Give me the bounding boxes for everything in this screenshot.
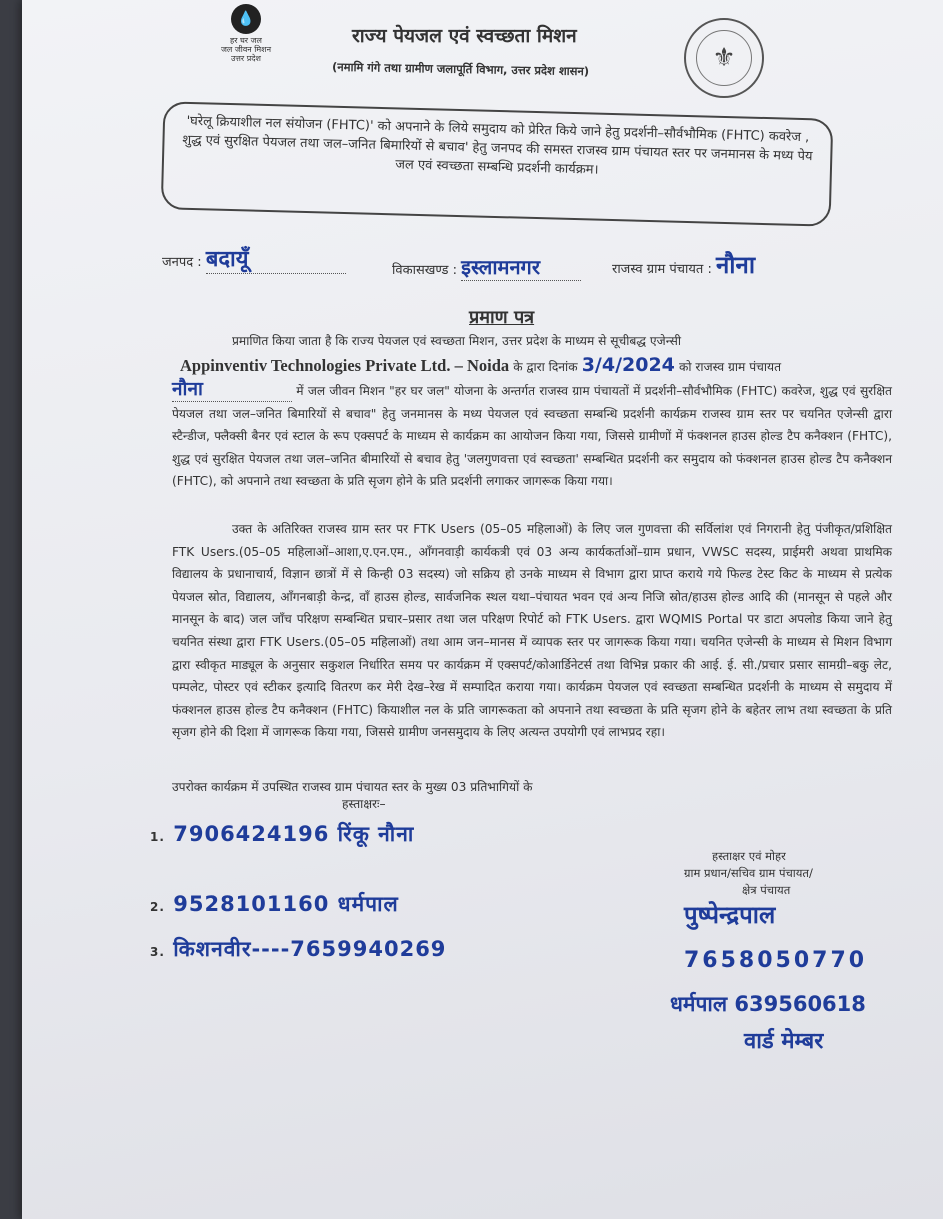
har-ghar-jal-logo bbox=[210, 4, 282, 63]
participant-signature: 9528101160 धर्मपाल bbox=[173, 892, 399, 916]
village-value: नौना bbox=[172, 378, 292, 402]
para1-body bbox=[172, 378, 892, 493]
field-gram-panchayat bbox=[612, 248, 755, 281]
extra-note-2: वार्ड मेम्बर bbox=[744, 1029, 824, 1054]
vikaskhand-label: विकासखण्ड : bbox=[392, 263, 458, 278]
date-label: के द्वारा दिनांक bbox=[513, 360, 578, 374]
vikaskhand-value: इस्लामनगर bbox=[461, 253, 581, 281]
department-subtitle: (नमामि गंगे तथा ग्रामीण जलापूर्ति विभाग, उत्तर प्रदेश शासन) bbox=[331, 59, 590, 79]
signatory-phone: 7658050770 bbox=[684, 948, 868, 973]
para1-rest: में जल जीवन मिशन "हर घर जल" योजना के अन्तर्गत राजस्व ग्राम पंचायतों में प्रदर्शनी–सौर्वभौमिक (FHTC) कवरेज, शुद्ध एवं सुरक्षित पेयजल तथा जल–जनित बिमारियों से बचाव" हेतु जनमानस के मध्य पेयजल एवं स्वच्छता सम्बन्धि प्रदर्शनी कार्यक्रम राजस्व ग्राम स्तर पर चयनित एजेन्सी द्वारा स्टैन्डीज, फ्लैक्सी बैनर एवं स्टाल के रूप एक्सपर्ट के माध्यम से कार्यक्रम का आयोजन किया गया, जिससे ग्रामीणों में फंक्शनल हाउस होल्ड टैप कनैक्शन (FHTC), शुद्ध एवं सुरक्षित पेयजल तथा जल–जनित बीमारियों से बचाव हेतु 'जलगुणवत्ता एवं स्वच्छता' सम्बन्धित प्रदर्शनी कर समुदाय को फंक्शनल हाउस होल्ड टैप कनैक्शन (FHTC), को अपनाने तथा स्वच्छता के प्रति सृजग होने के प्रति प्रदर्शनी लगाकर जागरूक किया गया। bbox=[172, 384, 893, 489]
participant-3 bbox=[150, 935, 446, 963]
para2: उक्त के अतिरिक्त राजस्व ग्राम स्तर पर FTK Users (05–05 महिलाओं) के लिए जल गुणवत्ता की सर्विलांश एवं निगरानी हेतु पंजीकृत/प्रशिक्षित FTK Users.(05–05 महिलाओं–आशा,ए.एन.एम., आँगनवाड़ी कार्यकत्री एवं 03 अन्य कार्यकर्ताओं–ग्राम प्रधान, VWSC सदस्य, प्राईमरी अथवा प्राथमिक विद्यालय के प्रधानाचार्य, विज्ञान छात्रों में से किन्ही 03 सदस्य) जो सक्रिय हो उनके माध्यम से विभाग द्वारा प्राप्त कराये गये फिल्ड टेस्ट किट के माध्यम से प्रत्येक पेयजल स्रोत, विद्यालय, आँगनबाड़ी केन्द्र, वाँ हाउस होल्ड, सार्वजनिक स्थल यथा–पंचायत भवन एवं अन्य निजि स्रोत/हाउस होल्ड आदि की (मानसून से पहले और मानसून के बाद) जल जाँच परिक्षण सम्बन्धित प्रचार–प्रसार तथा जल परिक्षण रिपोर्ट को FTK Users. द्वारा WQMIS Portal पर डाटा अपलोड किया जाने हेतु चयनित संस्था द्वारा FTK Users.(05–05 महिलाओं) तथा आम जन–मानस में व्यापक स्तर पर जागरूक किया गया। चयनित एजेन्सी के माध्यम से मिशन विभाग द्वारा स्वीकृत माड्यूल के अनुसार सकुशल निर्धारित समय पर कार्यक्रम में एक्सपर्ट/कोआर्डिनेटर्स तथा विभिन्न प्रकार की आई. ई. सी./प्रचार प्रसार सामग्री–बकु लेट, पम्पलेट, पोस्टर एवं स्टीकर इत्यादि वितरण कर मेरी देख–रेख में सम्पादित कराया गया। कार्यक्रम पेयजल एवं स्वच्छता सम्बन्धित प्रदर्शनी के माध्यम से समुदाय में फंक्शनल हाउस होल्ड टैप कनैक्शन (FHTC) कियाशील नल के प्रति जागरूकता को अपनाने तथा स्वच्छता के प्रति सृजग होने के बहेतर लाभ तथा स्वच्छता के प्रति सृजग होने की दिशा में जागरूक किया गया, जिससे ग्रामीण जनसमुदाय के लिए अत्यन्त उपयोगी एवं लाभप्रद रहा। bbox=[172, 522, 892, 740]
janpad-value: बदायूँ bbox=[206, 243, 346, 274]
emblem-fish-bow-icon: ⚜ bbox=[696, 30, 752, 86]
field-janpad bbox=[162, 243, 346, 274]
participant-signature: किशनवीर----7659940269 bbox=[173, 937, 447, 961]
certificate-document bbox=[22, 0, 943, 1219]
agency-name-text: Appinventiv Technologies Private Ltd. – Noida bbox=[180, 356, 510, 375]
logo-caption: जल जीवन मिशन bbox=[220, 45, 272, 54]
mission-title: राज्य पेयजल एवं स्वच्छता मिशन bbox=[352, 25, 577, 47]
date-value: 3/4/2024 bbox=[581, 354, 675, 376]
gram-panchayat-value: नौना bbox=[715, 251, 756, 279]
signatures-label: हस्ताक्षरः– bbox=[342, 796, 386, 811]
gram-panchayat-label: राजस्व ग्राम पंचायत : bbox=[612, 262, 712, 277]
signatory-label bbox=[684, 848, 813, 899]
water-drop-icon: 💧 bbox=[231, 4, 261, 34]
para1-line1: प्रमाणित किया जाता है कि राज्य पेयजल एवं स्वच्छता मिशन, उत्तर प्रदेश के माध्यम से सूचीबद्ध एजेन्सी bbox=[232, 334, 682, 348]
signatory-label-line: हस्ताक्षर एवं मोहर bbox=[712, 849, 786, 863]
field-vikaskhand bbox=[392, 253, 581, 281]
para3 bbox=[172, 776, 892, 815]
program-title-box: 'घरेलू क्रियाशील नल संयोजन (FHTC)' को अपनाने के लिये समुदाय को प्रेरित किये जाने हेतु प्रदर्शनी–सौर्वभौमिक (FHTC) कवरेज , शुद्ध एवं सुरक्षित पेयजल तथा जल–जनित बिमारियों से बचाव' हेतु जनपद की समस्त राजस्व ग्राम पंचायत स्तर पर जनमानस के मध्य पेय जल एवं स्वच्छता सम्बन्धि प्रदर्शनी कार्यक्रम। bbox=[161, 101, 834, 227]
participant-2 bbox=[150, 890, 399, 918]
signatory-label-line: ग्राम प्रधान/सचिव ग्राम पंचायत/ bbox=[684, 866, 813, 880]
participant-number: 1. bbox=[150, 830, 165, 844]
extra-note-1: धर्मपाल 639560618 bbox=[670, 992, 866, 1016]
agency-name bbox=[180, 354, 781, 376]
participant-number: 3. bbox=[150, 945, 165, 959]
signatory-label-line: क्षेत्र पंचायत bbox=[742, 883, 791, 897]
participant-1 bbox=[150, 820, 414, 848]
janpad-label: जनपद : bbox=[162, 255, 202, 270]
logo-caption: हर घर जल bbox=[230, 36, 262, 45]
participant-signature: 7906424196 रिंकू नौना bbox=[173, 822, 415, 846]
signatory-signature: पुष्पेन्द्रपाल bbox=[684, 901, 776, 929]
participants-intro: उपरोक्त कार्यक्रम में उपस्थित राजस्व ग्राम पंचायत स्तर के मुख्य 03 प्रतिभागियों के bbox=[172, 780, 533, 794]
village-label: को राजस्व ग्राम पंचायत bbox=[679, 360, 782, 374]
participant-number: 2. bbox=[150, 900, 165, 914]
logo-caption: उत्तर प्रदेश bbox=[231, 54, 261, 63]
background-edge bbox=[0, 0, 22, 1219]
certificate-heading: प्रमाण पत्र bbox=[469, 307, 535, 328]
up-govt-emblem-icon bbox=[684, 18, 764, 98]
